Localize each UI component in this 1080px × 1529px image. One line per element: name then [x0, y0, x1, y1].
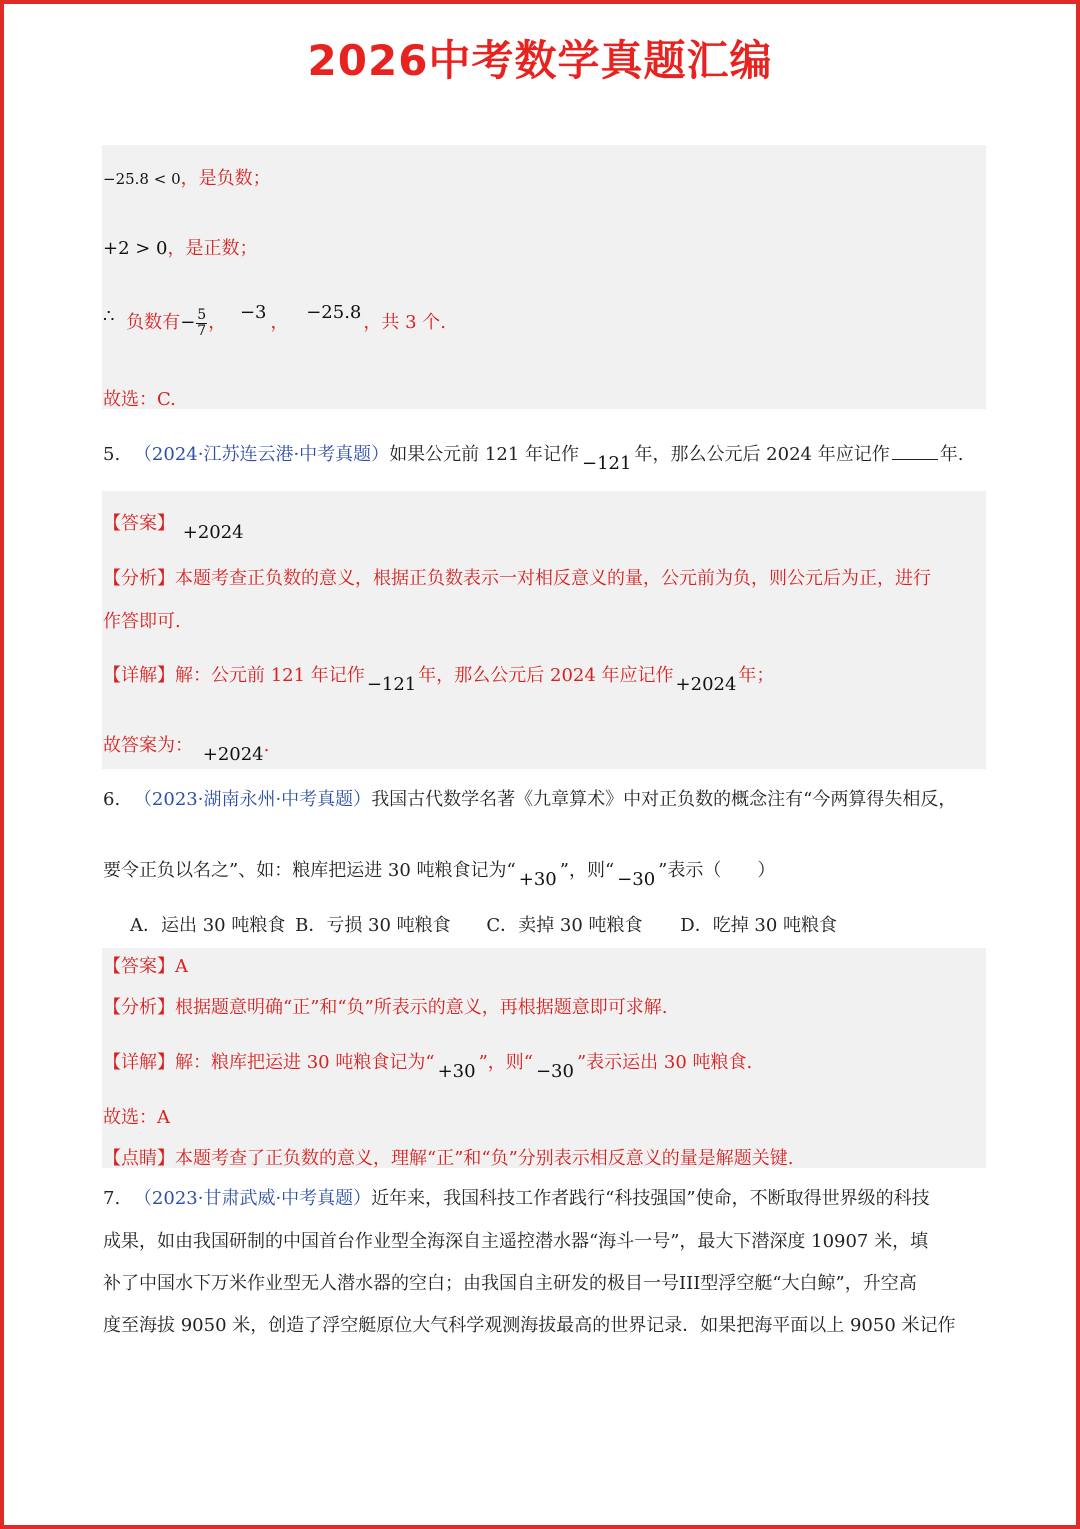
q5-answer-blank: [892, 445, 938, 460]
q6-option-a[interactable]: A．运出 30 吨粮食: [130, 915, 286, 936]
q4-line1-math: −25.8 < 0: [103, 170, 181, 188]
q6-answer: [103, 958, 188, 976]
q6-option-d[interactable]: D．吃掉 30 吨粮食: [680, 915, 838, 936]
q5-final: [103, 735, 270, 765]
q5-detail-label: 【详解】: [103, 665, 175, 686]
q6-text-1: 我国古代数学名著《九章算术》中对正负数的概念注有“今两算得失相反，: [371, 789, 957, 810]
q5-detail-text-1: 解：公元前 121 年记作: [175, 665, 365, 686]
q4-line3-sep1: ，: [208, 312, 227, 334]
q4-solution-line-3: [103, 302, 447, 339]
q6-detail: [103, 1052, 753, 1082]
q6-option-b[interactable]: B．亏损 30 吨粮食: [295, 915, 451, 936]
q6-detail-math-2: −30: [535, 1061, 574, 1082]
therefore-symbol: ∴: [103, 306, 115, 328]
q6-answer-value: A: [175, 956, 188, 977]
q4-line3-neg: −: [180, 312, 196, 334]
q5-text-1: 如果公元前 121 年记作: [389, 444, 579, 465]
q5-text-2: 年，那么公元后 2024 年应记作: [634, 444, 890, 465]
q5-final-math: +2024: [202, 744, 264, 765]
q5-detail-math-2: +2024: [675, 674, 737, 695]
q4-line3-prefix: 负数有: [126, 312, 181, 334]
q6-math-b: −30: [617, 869, 656, 890]
q4-line3-sep2: ，: [270, 312, 289, 334]
q6-detail-text-2: ”，则“: [478, 1052, 533, 1073]
q5-text-3: 年.: [939, 444, 964, 465]
q7-question-line-1: [103, 1190, 930, 1208]
q6-option-c[interactable]: C．卖掉 30 吨粮食: [486, 915, 643, 936]
q6-analysis-label: 【分析】: [103, 997, 175, 1018]
q5-detail: [103, 665, 775, 695]
q5-analysis-line-2: 作答即可.: [103, 611, 181, 632]
q5-answer-label: 【答案】: [103, 513, 175, 534]
q6-detail-math-1: +30: [437, 1061, 476, 1082]
q6-answer-label: 【答案】: [103, 956, 175, 977]
q6-detail-text-1: 解：粮库把运进 30 吨粮食记为“: [175, 1052, 435, 1073]
q5-math-1: −121: [582, 453, 632, 474]
q5-number: 5.: [103, 444, 121, 465]
q5-analysis-label: 【分析】: [103, 568, 175, 589]
q4-line3-value-3: −25.8: [306, 302, 362, 324]
q4-solution-line-1: [103, 170, 271, 188]
fraction-5-7: [196, 308, 207, 338]
q4-solution-line-4: 故选：C.: [103, 389, 176, 410]
q5-analysis-line-1: [103, 570, 931, 588]
q4-line2-math: +2 > 0: [103, 238, 168, 259]
q6-text-2c: ”表示（ ）: [658, 860, 776, 881]
q4-line1-text: ，是负数；: [180, 168, 271, 189]
q6-text-2a: 要令正负以名之”、如：粮库把运进 30 吨粮食记为“: [103, 860, 516, 881]
fraction-denominator: 7: [197, 322, 207, 339]
q6-comment-text: 本题考查了正负数的意义，理解“正”和“负”分别表示相反意义的量是解题关键.: [175, 1148, 794, 1169]
q6-analysis: [103, 999, 668, 1017]
q7-question-line-3: 补了中国水下万米作业型无人潜水器的空白；由我国自主研发的极目一号III型浮空艇“大白鲸”，升空高: [103, 1273, 917, 1294]
q4-line3-suffix: ，共 3 个.: [363, 312, 447, 334]
q5-detail-text-2: 年，那么公元后 2024 年应记作: [418, 665, 674, 686]
q4-solution-line-2: [103, 240, 258, 258]
q7-source: （2023·甘肃武威·中考真题）: [133, 1188, 372, 1209]
q5-final-dot: .: [263, 735, 270, 756]
q6-number: 6.: [103, 789, 121, 810]
q5-source: （2024·江苏连云港·中考真题）: [133, 444, 390, 465]
q6-options: [130, 917, 837, 935]
q5-question: [103, 444, 964, 474]
q5-final-text: 故答案为：: [103, 735, 193, 756]
fraction-numerator: 5: [197, 307, 207, 323]
q6-text-2b: ”，则“: [559, 860, 615, 881]
q5-detail-math-1: −121: [366, 674, 417, 695]
q4-line2-text: ，是正数；: [167, 238, 258, 259]
page-title: 2026中考数学真题汇编: [307, 36, 773, 85]
q6-final: 故选：A: [103, 1107, 170, 1128]
q7-number: 7.: [103, 1188, 121, 1209]
q5-answer-value: +2024: [182, 522, 244, 543]
q6-detail-label: 【详解】: [103, 1052, 175, 1073]
q6-comment-label: 【点睛】: [103, 1148, 175, 1169]
q7-line-1: 近年来，我国科技工作者践行“科技强国”使命，不断取得世界级的科技: [371, 1188, 930, 1209]
q7-question-line-4: 度至海拔 9050 米，创造了浮空艇原位大气科学观测海拔最高的世界记录．如果把海平面以上 9050 米记作: [103, 1315, 956, 1336]
q5-answer: [103, 513, 244, 543]
q4-line3-value-2: −3: [239, 302, 267, 324]
q6-question-line-1: [103, 791, 956, 809]
q6-math-a: +30: [518, 869, 557, 890]
q6-detail-text-3: ”表示运出 30 吨粮食.: [576, 1052, 753, 1073]
q5-detail-text-3: 年；: [738, 665, 775, 686]
q6-comment: [103, 1150, 794, 1168]
q6-question-line-2: [103, 860, 776, 890]
q6-source: （2023·湖南永州·中考真题）: [133, 789, 372, 810]
q5-analysis-text-1: 本题考查正负数的意义，根据正负数表示一对相反意义的量，公元前为负，则公元后为正，进行: [175, 568, 931, 589]
q6-analysis-text: 根据题意明确“正”和“负”所表示的意义，再根据题意即可求解.: [175, 997, 668, 1018]
q7-question-line-2: 成果，如由我国研制的中国首台作业型全海深自主遥控潜水器“海斗一号”，最大下潜深度 10907 米，填: [103, 1231, 929, 1252]
